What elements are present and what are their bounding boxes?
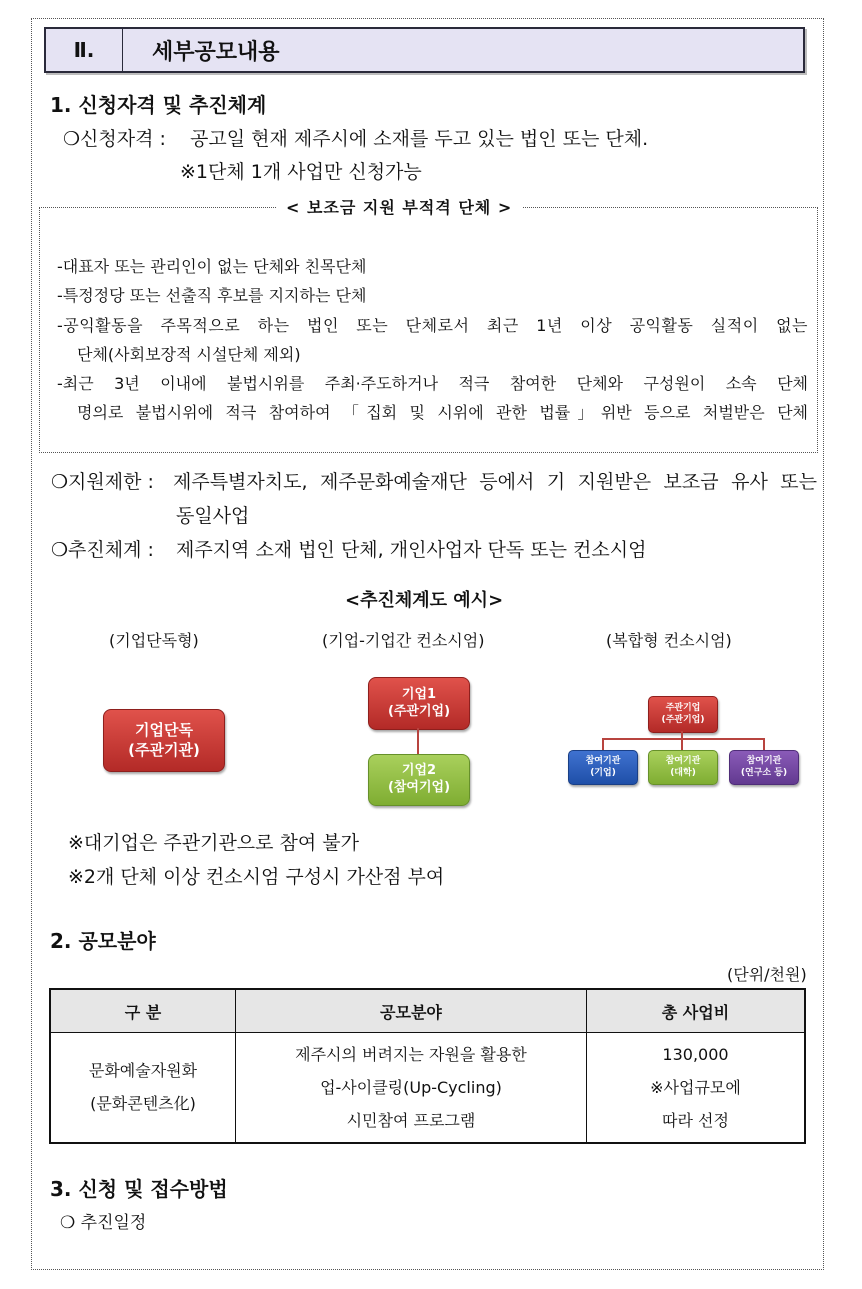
cell-line: ※사업규모에 xyxy=(650,1077,741,1097)
table-row xyxy=(50,1033,805,1143)
cell-line: 업-사이클링(Up-Cycling) xyxy=(320,1077,502,1097)
cell-line: 따라 선정 xyxy=(662,1110,729,1130)
node-partner-company: 기업2 (참여기업) xyxy=(368,754,470,806)
cell-line: 시민참여 프로그램 xyxy=(346,1110,476,1130)
section-title: 세부공모내용 xyxy=(152,39,280,65)
diagram-type-label: (기업단독형) xyxy=(109,631,199,650)
table-header: 공모분야 xyxy=(235,989,586,1033)
ineligible-item: -대표자 또는 관리인이 없는 단체와 친목단체 xyxy=(57,257,367,276)
heading-eligibility: 1. 신청자격 및 추진체계 xyxy=(50,93,267,117)
structure-label: ❍추진체계 : xyxy=(51,539,154,561)
ineligible-item-continued xyxy=(77,400,808,423)
table-cell-budget xyxy=(586,1033,805,1143)
node-leaf: 참여기관 (연구소 등) xyxy=(729,750,799,785)
section-header xyxy=(44,27,805,73)
ineligible-item-text: -공익활동을 주목적으로 하는 법인 또는 단체로서 최근 1년 이상 공익활동 실적이 없는 xyxy=(57,316,808,335)
table-header-row xyxy=(50,989,805,1033)
unit-label: (단위/천원) xyxy=(727,965,807,984)
diagram-type-label: (복합형 컨소시엄) xyxy=(606,631,732,650)
eligibility-text: 공고일 현재 제주시에 소재를 두고 있는 법인 또는 단체. xyxy=(190,128,649,150)
ineligible-item: -특정정당 또는 선출직 후보를 지지하는 단체 xyxy=(57,286,367,305)
section-number: Ⅱ. xyxy=(46,29,123,71)
ineligible-box-title: < 보조금 지원 부적격 단체 > xyxy=(276,195,522,218)
cell-line: (문화콘텐츠化) xyxy=(90,1094,196,1114)
connector-line xyxy=(681,738,683,750)
restriction-text-line: 제주특별자치도, 제주문화예술재단 등에서 기 지원받은 보조금 유사 또는 xyxy=(173,471,817,493)
cell-line: 제주시의 버려지는 자원을 활용한 xyxy=(295,1044,527,1064)
connector-line xyxy=(602,738,604,750)
cell-line: 문화예술자원화 xyxy=(88,1061,198,1081)
ineligible-item xyxy=(57,313,808,336)
restriction-text-cont: 동일사업 xyxy=(176,505,250,527)
note-large-company: ※대기업은 주관기관으로 참여 불가 xyxy=(68,832,359,854)
connector-line xyxy=(417,728,419,754)
node-leaf: 참여기관 (대학) xyxy=(648,750,718,785)
ineligible-item-text: -최근 3년 이내에 불법시위를 주최·주도하거나 적극 참여한 단체와 구성원이 소속 단체 xyxy=(57,374,808,393)
node-single-company: 기업단독 (주관기관) xyxy=(103,709,225,772)
connector-line xyxy=(763,738,765,750)
heading-application: 3. 신청 및 접수방법 xyxy=(50,1177,228,1201)
table-header: 총 사업비 xyxy=(586,989,805,1033)
node-leaf: 참여기관 (기업) xyxy=(568,750,638,785)
restriction-text xyxy=(173,467,817,494)
table-header: 구 분 xyxy=(50,989,235,1033)
heading-field: 2. 공모분야 xyxy=(50,929,156,953)
diagram-type-label: (기업-기업간 컨소시엄) xyxy=(322,631,485,650)
restriction-label: ❍지원제한 : xyxy=(51,471,154,493)
ineligible-item-text: 명의로 불법시위에 적극 참여하여 「집회 및 시위에 관한 법률」위반 등으로 처벌받은 단체 xyxy=(77,403,808,422)
node-lead-company: 기업1 (주관기업) xyxy=(368,677,470,730)
ineligible-item xyxy=(57,371,808,394)
structure-text: 제주지역 소재 법인 단체, 개인사업자 단독 또는 컨소시엄 xyxy=(176,539,647,561)
field-table xyxy=(49,988,806,1144)
eligibility-note: ※1단체 1개 사업만 신청가능 xyxy=(180,161,422,183)
ineligible-item-continued: 단체(사회보장적 시설단체 제외) xyxy=(77,345,301,364)
eligibility-label: ❍신청자격 : xyxy=(63,128,166,150)
node-hub: 주관기업 (주관기업) xyxy=(648,696,718,733)
connector-line xyxy=(602,738,764,740)
diagram-title: <추진체계도 예시> xyxy=(345,590,504,611)
cell-line: 130,000 xyxy=(662,1044,729,1064)
table-cell-field xyxy=(235,1033,586,1143)
table-cell-category xyxy=(50,1033,235,1143)
note-consortium-bonus: ※2개 단체 이상 컨소시엄 구성시 가산점 부여 xyxy=(68,866,445,888)
schedule-item: ❍ 추진일정 xyxy=(60,1213,147,1233)
